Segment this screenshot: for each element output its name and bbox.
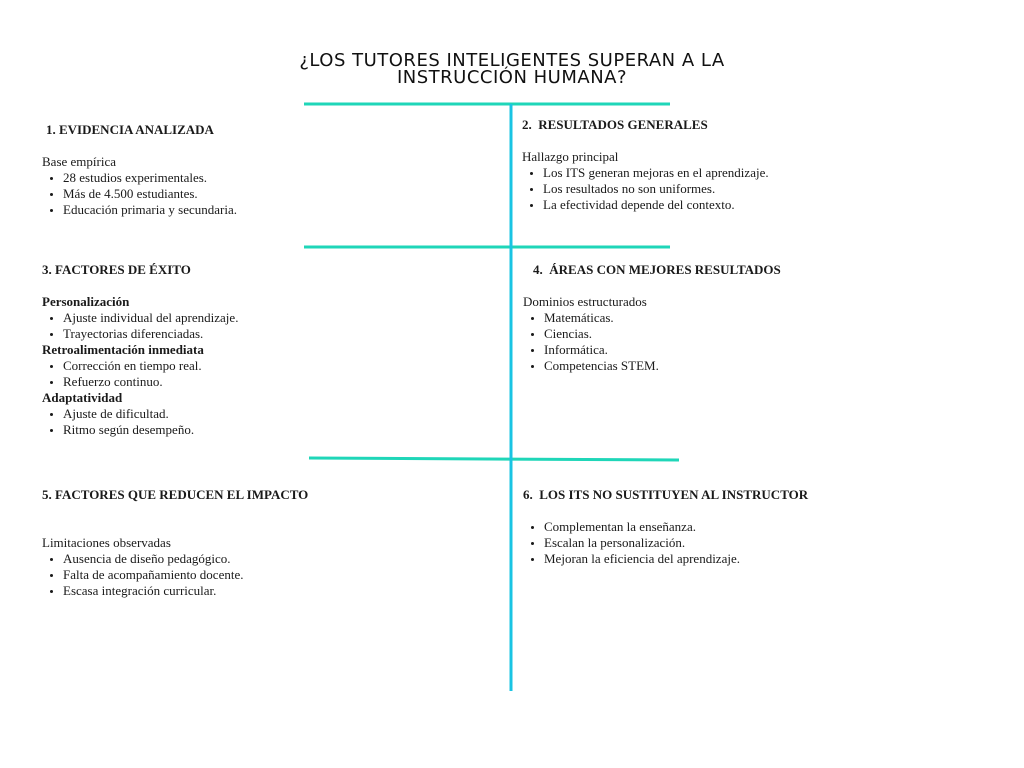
list-item: • Ajuste de dificultad. — [63, 406, 238, 422]
list-item: • Trayectorias diferenciadas. — [63, 326, 238, 342]
section-heading: 3. FACTORES DE ÉXITO — [42, 262, 191, 277]
list-item: • Competencias STEM. — [544, 358, 659, 374]
section-areas-body — [523, 294, 659, 374]
list-item: • Falta de acompañamiento docente. — [63, 567, 243, 583]
bullet-list — [523, 519, 808, 567]
section-evidencia-body — [42, 154, 237, 218]
bullet-list — [42, 170, 237, 218]
title-line-1: ¿LOS TUTORES INTELIGENTES SUPERAN A LA — [299, 50, 725, 71]
title-line-2: INSTRUCCIÓN HUMANA? — [396, 67, 628, 88]
list-item: • Ausencia de diseño pedagógico. — [63, 551, 243, 567]
list-item: • Refuerzo continuo. — [63, 374, 238, 390]
section-heading: 5. FACTORES QUE REDUCEN EL IMPACTO — [42, 487, 309, 502]
section-evidencia — [46, 122, 214, 138]
bullet-list — [42, 310, 238, 342]
list-item: • La efectividad depende del contexto. — [543, 197, 769, 213]
bullet-list — [522, 165, 769, 213]
list-item: • Ajuste individual del aprendizaje. — [63, 310, 238, 326]
horizontal-divider-bottom — [309, 458, 679, 460]
bullet-list — [523, 310, 659, 374]
list-item: • Educación primaria y secundaria. — [63, 202, 237, 218]
section-heading: 6. LOS ITS NO SUSTITUYEN AL INSTRUCTOR — [523, 487, 809, 502]
section-resultados — [522, 117, 769, 213]
section-heading: 1. EVIDENCIA ANALIZADA — [46, 122, 214, 137]
list-item: • Los ITS generan mejoras en el aprendizaje. — [543, 165, 769, 181]
group-label: Adaptatividad — [42, 390, 123, 405]
group-label: Retroalimentación inmediata — [42, 342, 204, 357]
section-no-sustituyen — [523, 487, 808, 567]
section-intro: Limitaciones observadas — [42, 535, 171, 550]
list-item: • 28 estudios experimentales. — [63, 170, 237, 186]
list-item: • Corrección en tiempo real. — [63, 358, 238, 374]
list-item: • Informática. — [544, 342, 659, 358]
section-intro: Hallazgo principal — [522, 149, 619, 164]
section-heading: 4. ÁREAS CON MEJORES RESULTADOS — [533, 262, 781, 277]
list-item: • Más de 4.500 estudiantes. — [63, 186, 237, 202]
section-factores-exito — [42, 262, 238, 438]
bullet-list — [42, 551, 243, 599]
section-intro: Dominios estructurados — [523, 294, 647, 309]
bullet-list — [42, 406, 238, 438]
list-item: • Ciencias. — [544, 326, 659, 342]
list-item: • Mejoran la eficiencia del aprendizaje. — [544, 551, 808, 567]
list-item: • Matemáticas. — [544, 310, 659, 326]
list-item: • Los resultados no son uniformes. — [543, 181, 769, 197]
section-factores-impacto-body — [42, 535, 243, 599]
list-item: • Escalan la personalización. — [544, 535, 808, 551]
section-intro: Base empírica — [42, 154, 116, 169]
section-factores-impacto — [42, 487, 308, 503]
section-heading: 2. RESULTADOS GENERALES — [522, 117, 708, 132]
list-item: • Ritmo según desempeño. — [63, 422, 238, 438]
bullet-list — [42, 358, 238, 390]
group-label: Personalización — [42, 294, 130, 309]
list-item: • Escasa integración curricular. — [63, 583, 243, 599]
section-areas — [533, 262, 781, 278]
list-item: • Complementan la enseñanza. — [544, 519, 808, 535]
